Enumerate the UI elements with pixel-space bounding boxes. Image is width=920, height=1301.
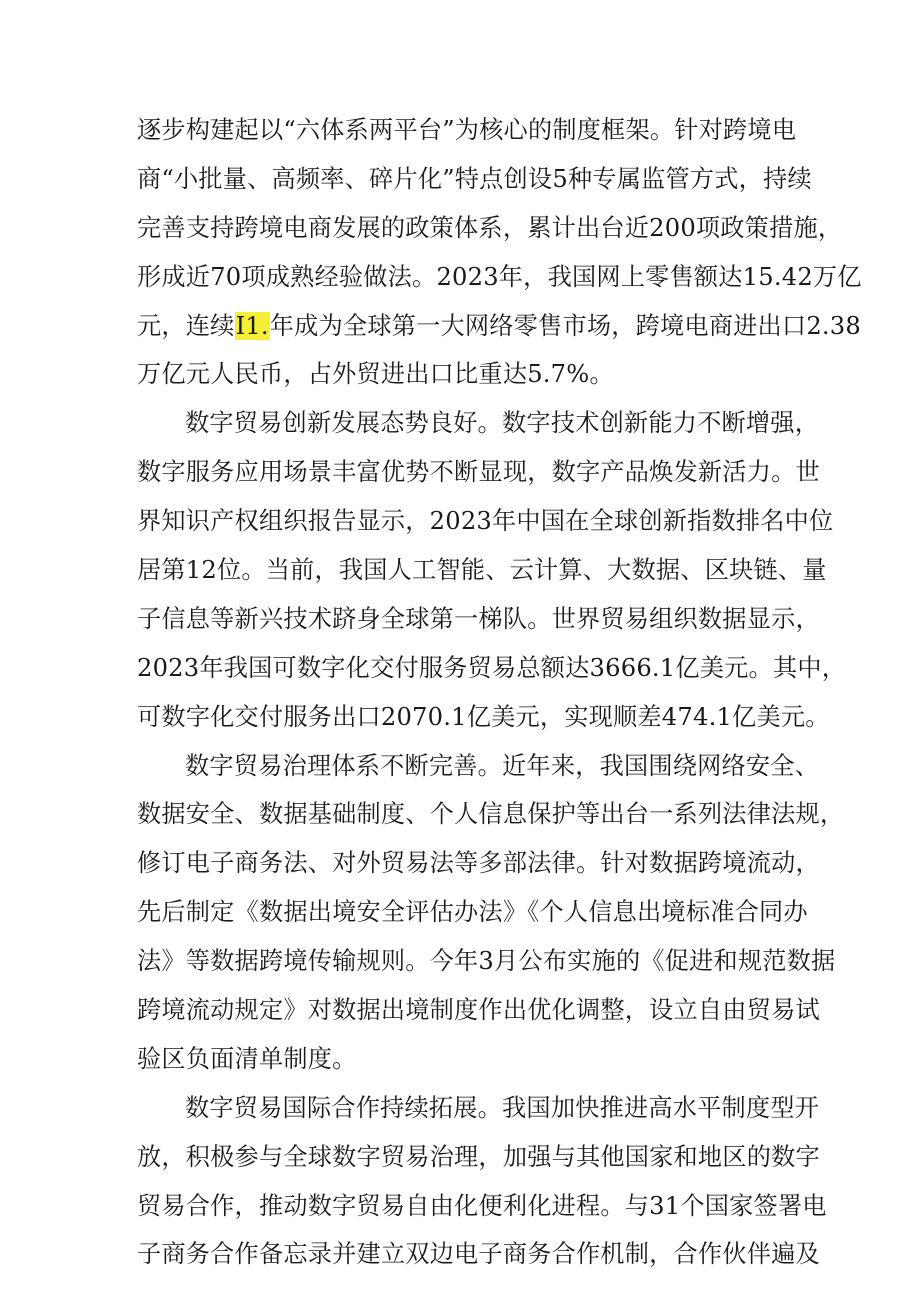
text-line: 数据安全、数据基础制度、个人信息保护等出台一系列法律法规， [137, 800, 845, 829]
text-line: 法》等数据跨境传输规则。今年3月公布实施的《促进和规范数据 [137, 947, 836, 976]
paragraph-3 [137, 742, 845, 1084]
text-line: 可数字化交付服务出口2070.1亿美元，实现顺差474.1亿美元。 [137, 702, 830, 731]
text-line: 放，积极参与全球数字贸易治理，加强与其他国家和地区的数字 [137, 1142, 820, 1171]
paragraph-1 [137, 106, 862, 399]
highlighted-text: I1. [235, 311, 269, 340]
paragraph-2 [137, 399, 847, 741]
text-line: 子商务合作备忘录并建立双边电子商务合作机制，合作伙伴遍及 [137, 1240, 820, 1269]
text-line: 完善支持跨境电商发展的政策体系，累计出台近200项政策措施， [137, 213, 843, 242]
text-line: 形成近70项成熟经验做法。2023年，我国网上零售额达15.42万亿 [137, 262, 862, 291]
text-line: 2023年我国可数字化交付服务贸易总额达3666.1亿美元。其中， [137, 653, 847, 682]
text-line: 数字贸易国际合作持续拓展。我国加快推进高水平制度型开 [185, 1093, 820, 1122]
document-body [137, 106, 862, 1279]
text-line: 先后制定《数据出境安全评估办法》《个人信息出境标准合同办 [137, 898, 808, 927]
text-line: 万亿元人民币，占外贸进出口比重达5.7%。 [137, 360, 614, 389]
text-line: 居第12位。当前，我国人工智能、云计算、大数据、区块链、量 [137, 556, 827, 585]
text-line: 验区负面清单制度。 [137, 1044, 357, 1073]
paragraph-4 [137, 1084, 827, 1280]
text-line: 修订电子商务法、对外贸易法等多部法律。针对数据跨境流动， [137, 849, 820, 878]
text-line: 子信息等新兴技术跻身全球第一梯队。世界贸易组织数据显示， [137, 604, 820, 633]
text-line: 数字贸易治理体系不断完善。近年来，我国围绕网络安全、 [185, 751, 820, 780]
text-line: 跨境流动规定》对数据出境制度作出优化调整，设立自由贸易试 [137, 996, 820, 1025]
text-line: 数字服务应用场景丰富优势不断显现，数字产品焕发新活力。世 [137, 458, 820, 487]
text-segment: 元，连续 [137, 311, 235, 340]
text-line: 贸易合作，推动数字贸易自由化便利化进程。与31个国家签署电 [137, 1191, 827, 1220]
text-line: 数字贸易创新发展态势良好。数字技术创新能力不断增强， [185, 409, 820, 438]
text-line-with-highlight [137, 302, 861, 351]
text-line: 商“小批量、高频率、碎片化”特点创设5种专属监管方式，持续 [137, 164, 812, 193]
text-segment: 年成为全球第一大网络零售市场，跨境电商进出口2.38 [269, 311, 861, 340]
text-line: 界知识产权组织报告显示，2023年中国在全球创新指数排名中位 [137, 507, 834, 536]
text-line: 逐步构建起以“六体系两平台”为核心的制度框架。针对跨境电 [137, 116, 797, 144]
